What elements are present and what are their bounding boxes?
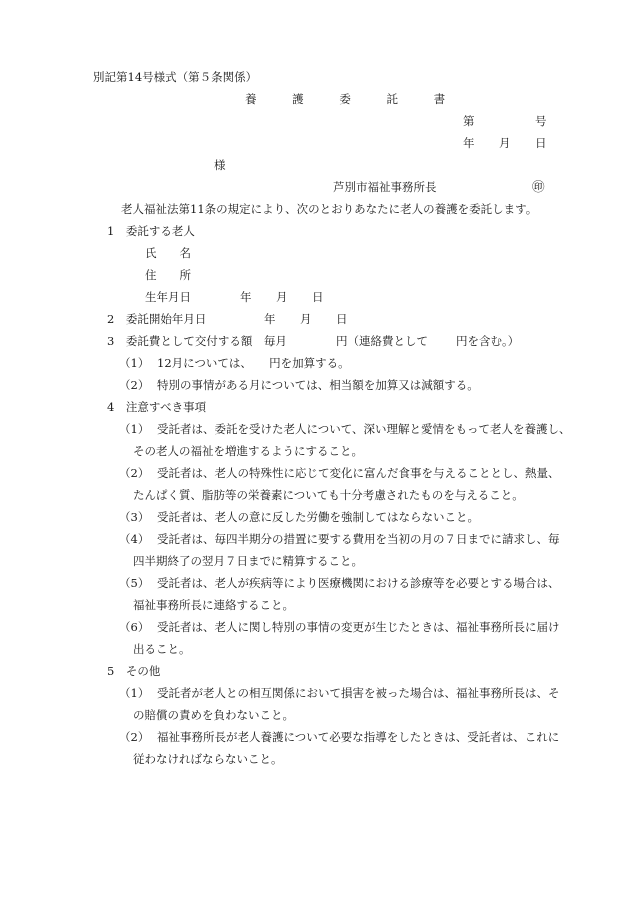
birth-year: 年: [240, 290, 252, 304]
item-text: 受託者が老人との相互関係において損害を被った場合は、福祉事務所長は、そ: [157, 686, 560, 700]
name-label: 氏 名: [145, 246, 191, 260]
date-month: 月: [499, 136, 511, 150]
item-number: （2）: [119, 466, 150, 480]
item-number: （1）: [119, 422, 150, 436]
number-suffix: 号: [535, 114, 547, 128]
item-text-continued: 四半期終了の翌月７日までに精算すること。: [133, 554, 363, 568]
issuer: 芦別市福祉事務所長: [333, 180, 437, 194]
birth-day: 日: [312, 290, 324, 304]
item-text: 12月については、 円を加算する。: [157, 356, 350, 370]
seal-mark: ㊞: [532, 179, 545, 194]
item-text-continued: 従わなければならないこと。: [133, 752, 283, 766]
section-1-heading: 1 委託する老人: [107, 224, 195, 238]
start-day: 日: [336, 312, 348, 326]
document-title: [245, 91, 445, 107]
form-label: 別記第14号様式（第５条関係）: [93, 70, 258, 84]
section-2-heading: 2 委託開始年月日: [107, 312, 207, 326]
item-text: 特別の事情がある月については、相当額を加算又は減額する。: [157, 378, 479, 392]
item-text-continued: その老人の福祉を増進するようにすること。: [133, 444, 363, 458]
item-number: （5）: [119, 576, 150, 590]
item-text: 福祉事務所長が老人養護について必要な指導をしたときは、受託者は、これに: [157, 730, 560, 744]
section-4-heading: 4 注意すべき事項: [107, 400, 207, 414]
item-number: （2）: [119, 378, 150, 392]
item-number: （1）: [119, 356, 150, 370]
title-char: 書: [433, 92, 446, 106]
item-text: 受託者は、老人の特殊性に応じて変化に富んだ食事を与えることとし、熱量、: [157, 466, 560, 480]
section-5-heading: 5 その他: [107, 664, 161, 678]
item-number: （6）: [119, 620, 150, 634]
birth-label: 生年月日: [145, 290, 191, 304]
item-text: 受託者は、老人の意に反した労働を強制してはならないこと。: [157, 510, 479, 524]
item-number: （1）: [119, 686, 150, 700]
section-3-heading: 3 委託費として交付する額 毎月: [107, 334, 287, 348]
fee-yen-note: 円（連絡費として: [336, 334, 428, 348]
date-year: 年: [463, 136, 475, 150]
item-number: （3）: [119, 510, 150, 524]
item-number: （4）: [119, 532, 150, 546]
title-char: 護: [292, 92, 304, 106]
item-text: 受託者は、毎四半期分の措置に要する費用を当初の月の７日までに請求し、毎: [157, 532, 560, 546]
item-text-continued: 出ること。: [133, 642, 191, 656]
addressee-suffix: 様: [214, 158, 226, 172]
birth-month: 月: [276, 290, 288, 304]
fee-yen-close: 円を含む。）: [456, 334, 520, 348]
item-text: 受託者は、老人に関し特別の事情の変更が生じたときは、福祉事務所長に届け: [157, 620, 560, 634]
item-text-continued: 福祉事務所長に連絡すること。: [133, 598, 294, 612]
start-year: 年: [264, 312, 276, 326]
address-label: 住 所: [145, 268, 191, 282]
item-text-continued: の賠償の責めを負わないこと。: [133, 708, 294, 722]
intro-text: 老人福祉法第11条の規定により、次のとおりあなたに老人の養護を委託します。: [121, 202, 538, 216]
date-day: 日: [535, 136, 547, 150]
item-text: 受託者は、委託を受けた老人について、深い理解と愛情をもって老人を養護し、: [157, 422, 571, 436]
title-char: 養: [245, 92, 257, 106]
item-number: （2）: [119, 730, 150, 744]
start-month: 月: [300, 312, 312, 326]
item-text: 受託者は、老人が疾病等により医療機関における診療等を必要とする場合は、: [157, 576, 560, 590]
title-char: 委: [339, 92, 351, 106]
number-prefix: 第: [463, 114, 475, 128]
item-text-continued: たんぱく質、脂肪等の栄養素についても十分考慮されたものを与えること。: [133, 488, 524, 502]
title-char: 託: [386, 92, 398, 106]
